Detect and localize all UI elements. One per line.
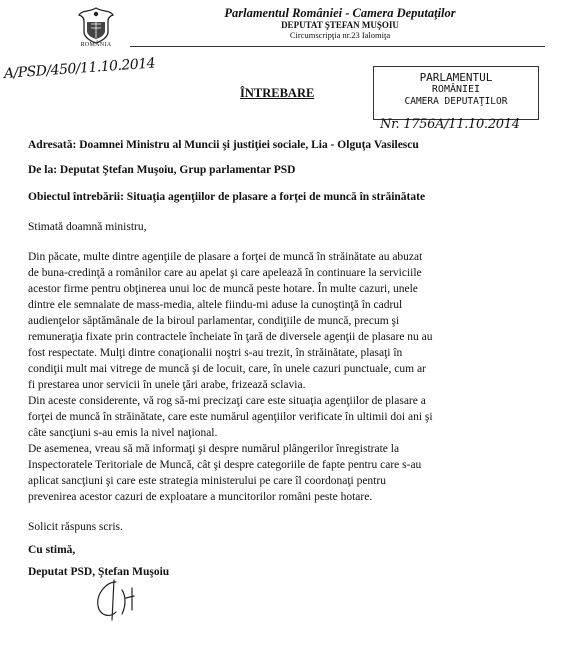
body-line: condiţii mult mai vitrege de muncă şi de locuit, care, în unele cazuri punctuale, cum ar [28,363,426,375]
body-line: Din aceste considerente, vă rog să-mi precizaţi care este situaţia agenţiilor de plasare a [28,395,426,407]
stamp-line-3: CAMERA DEPUTAŢILOR [404,96,508,107]
deputy-name: DEPUTAT ŞTEFAN MUŞOIU [281,20,399,31]
coat-of-arms-icon [76,6,116,44]
closing-request: Solicit răspuns scris. [28,521,123,533]
stamp-line-2: ROMÂNIEI [431,84,481,95]
registration-stamp [373,66,539,120]
from-line: De la: Deputat Ştefan Muşoiu, Grup parlamentar PSD [28,164,296,176]
document-title: ÎNTREBARE [240,86,315,100]
body-line: fost respectate. Mulţi dintre conaţionalii noştri s-au trezit, în străinătate, plasaţi în [28,347,403,359]
institution-name: Parlamentul României - Camera Deputaţilor [224,6,456,20]
body-line: remuneraţia fixate prin contractele încheiate în ţară de diversele agenţii de plasare nu au [28,331,433,343]
header-divider [130,46,545,47]
body-line: audienţelor săptămânale de la biroul parlamentar, condiţiile de muncă, precum şi [28,315,400,327]
district-name: Circumscripţia nr.23 Ialomiţa [289,29,391,40]
body-line: fi prestarea unor servicii în unele ţări arabe, frizează sclavia. [28,379,306,391]
body-line: prevenirea acestor cazuri de exploatare a muncitorilor români peste hotare. [28,491,373,503]
stamp-number: Nr. 1756A/11.10.2014 [380,117,520,132]
stamp-line-1: PARLAMENTUL [419,71,493,84]
body-line: acestor firme pentru obţinerea unui loc de muncă peste hotare. În multe cazuri, unele [28,283,418,295]
handwritten-signature [86,576,146,624]
crest-label: ROMÂNIA [80,42,112,48]
body-line: Din păcate, multe dintre agenţiile de plasare a forţei de muncă în străinătate au abuzat [28,251,423,263]
body-line: Inspectoratele Teritoriale de Muncă, cât şi despre categoriile de fapte pentru care s-au [28,459,422,471]
salutation: Stimată doamnă ministru, [28,221,147,233]
addressee-line: Adresată: Doamnei Ministru al Muncii şi justiţiei sociale, Lia - Olguţa Vasilescu [28,139,419,151]
signature-name: Deputat PSD, Ştefan Muşoiu [28,566,170,578]
closing-greeting: Cu stimă, [28,544,76,556]
body-line: forţei de muncă în străinătate, care este numărul agenţiilor verificate în ultimii doi ani şi [28,411,433,423]
body-line: dintre ele semnalate de mass-media, altele fiindu-mi aduse la cunoştinţă în cadrul [28,299,403,311]
subject-line: Obiectul întrebării: Situaţia agenţiilor de plasare a forţei de muncă în străinătate [28,191,426,203]
body-line: De asemenea, vreau să mă informaţi şi despre numărul plângerilor înregistrate la [28,443,400,455]
registration-number: A/PSD/450/11.10.2014 [3,55,156,82]
body-line: aplicat sancţiuni şi care este strategia ministerului pe care îl coordonaţi pentru [28,475,386,487]
body-line: câte sancţiuni s-au emis la nivel naţional. [28,427,218,439]
body-line: de buna-credinţă a românilor care au apelat şi care apelează în continuare la serviciile [28,267,422,279]
letterhead [190,6,490,40]
